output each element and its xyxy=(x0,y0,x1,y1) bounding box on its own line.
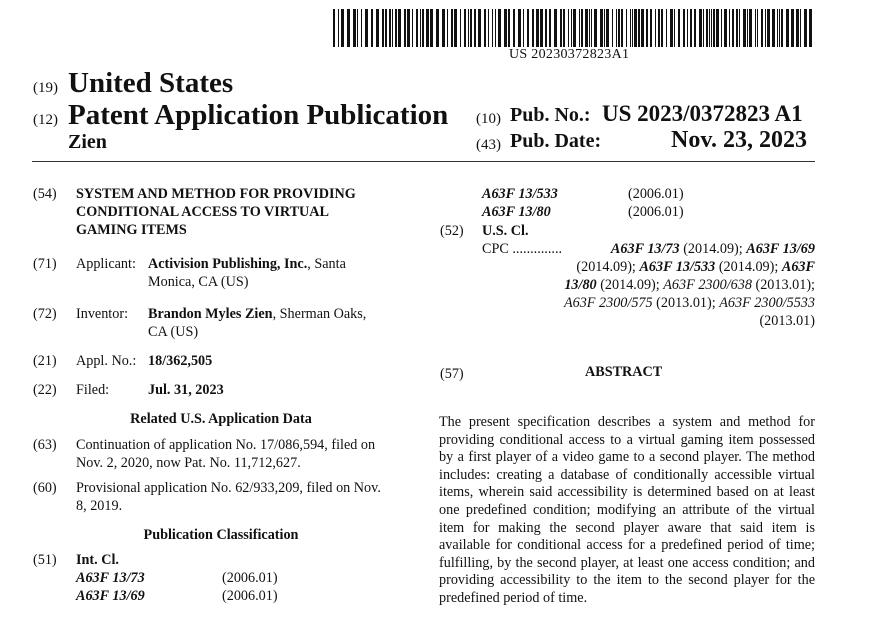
applicant-code: (71) xyxy=(33,256,57,272)
intcl-class-code: A63F 13/533 xyxy=(482,186,558,202)
intcl-class-year: (2006.01) xyxy=(628,186,684,202)
intcl-class-code: A63F 13/69 xyxy=(76,588,145,604)
barcode-number: US 20230372823A1 xyxy=(509,47,630,62)
applicant-location-part1: , Santa xyxy=(307,256,346,272)
applicant-name: Activision Publishing, Inc. xyxy=(148,256,308,272)
filed-label: Filed: xyxy=(76,382,110,398)
invention-title-line2: CONDITIONAL ACCESS TO VIRTUAL xyxy=(76,204,329,220)
cpc-lead xyxy=(482,240,562,258)
inventor-name: Brandon Myles Zien xyxy=(148,306,273,322)
uscl-code: (52) xyxy=(440,223,464,239)
title-code: (54) xyxy=(33,186,57,202)
related-data-heading: Related U.S. Application Data xyxy=(130,411,312,427)
cpc-class: A63F 13/69 xyxy=(746,241,815,257)
cpc-date: (2014.09); xyxy=(596,277,664,293)
pub-class-heading: Publication Classification xyxy=(143,527,299,543)
cpc-date: (2014.09); xyxy=(715,259,782,275)
invention-title-line3: GAMING ITEMS xyxy=(76,222,187,238)
appl-value: 18/362,505 xyxy=(148,353,213,369)
cpc-date: (2014.09); xyxy=(679,241,747,257)
cpc-class: A63F 2300/638 xyxy=(663,277,752,293)
doc-type-title: Patent Application Publication xyxy=(68,99,449,131)
inventor-label: Inventor: xyxy=(76,306,129,322)
code-12: (12) xyxy=(33,112,58,128)
intcl-class-year: (2006.01) xyxy=(222,588,278,604)
intcl-class-code: A63F 13/80 xyxy=(482,204,551,220)
cpc-class: A63F 13/533 xyxy=(639,259,716,275)
barcode xyxy=(333,9,815,47)
header-divider xyxy=(32,161,815,162)
uscl-label: U.S. Cl. xyxy=(482,223,529,239)
cpc-date: (2013.01) xyxy=(759,313,815,329)
pub-date-label: Pub. Date: xyxy=(510,130,602,152)
code-10: (10) xyxy=(476,111,501,127)
code-19: (19) xyxy=(33,80,58,96)
cpc-line5 xyxy=(482,312,815,330)
intcl-class-code: A63F 13/73 xyxy=(76,570,145,586)
filed-value: Jul. 31, 2023 xyxy=(148,382,224,398)
intcl-label: Int. Cl. xyxy=(76,552,119,568)
pub-date-value: Nov. 23, 2023 xyxy=(671,127,808,153)
abstract-heading: ABSTRACT xyxy=(585,364,663,380)
provisional-line1: Provisional application No. 62/933,209, filed on Nov. xyxy=(76,480,381,496)
country-title: United States xyxy=(68,67,234,99)
inventor-code: (72) xyxy=(33,306,57,322)
invention-title-line1: SYSTEM AND METHOD FOR PROVIDING xyxy=(76,186,356,202)
cpc-class: A63F xyxy=(781,259,815,275)
continuation-code: (63) xyxy=(33,437,57,453)
pub-no-value: US 2023/0372823 A1 xyxy=(602,101,803,126)
cpc-class: A63F 13/73 xyxy=(610,241,680,257)
inventor-location-part1: , Sherman Oaks, xyxy=(272,306,367,322)
abstract-code: (57) xyxy=(440,366,464,382)
cpc-line3 xyxy=(482,276,815,294)
appl-code: (21) xyxy=(33,353,57,369)
intcl-class-year: (2006.01) xyxy=(222,570,278,586)
intcl-code: (51) xyxy=(33,552,57,568)
provisional-code: (60) xyxy=(33,480,57,496)
cpc-date: (2013.01); xyxy=(652,295,720,311)
cpc-label: CPC xyxy=(482,241,509,257)
inventor-surname: Zien xyxy=(68,131,107,153)
cpc-line1 xyxy=(482,240,815,258)
applicant-location-part2: Monica, CA (US) xyxy=(148,274,249,290)
abstract-text: The present specification describes a system and method for providing conditional access to a virtual gaming item possessed by a first player of a video game to a second player. The method includes: creating a database of conditionally accessible virtual items, wherein said accessibility is determined based on at least one predefined condition; modifying an attribute of the virtual item for making the second player aware that said item is available for conditional access for a predefined period of time; fulfilling, by the second player, at least one access condition; and providing accessibility to the item to the second player for the predefined period of time. xyxy=(439,414,815,606)
provisional-line2: 8, 2019. xyxy=(76,498,123,514)
cpc-line2 xyxy=(482,258,815,276)
applicant-label: Applicant: xyxy=(76,256,136,272)
cpc-class: A63F 2300/575 xyxy=(563,295,653,311)
continuation-line1: Continuation of application No. 17/086,594, filed on xyxy=(76,437,376,453)
inventor-location-part2: CA (US) xyxy=(148,324,199,340)
code-43: (43) xyxy=(476,137,501,153)
cpc-date: (2014.09); xyxy=(576,259,640,275)
filed-code: (22) xyxy=(33,382,57,398)
cpc-class: A63F 2300/5533 xyxy=(719,295,815,311)
intcl-class-year: (2006.01) xyxy=(628,204,684,220)
cpc-class: 13/80 xyxy=(564,277,597,293)
cpc-date: (2013.01); xyxy=(751,277,815,293)
pub-no-label: Pub. No.: xyxy=(510,104,591,126)
appl-label: Appl. No.: xyxy=(76,353,137,369)
applicant-line1 xyxy=(148,256,346,274)
continuation-line2: Nov. 2, 2020, now Pat. No. 11,712,627. xyxy=(76,455,301,471)
cpc-dots: .............. xyxy=(512,241,563,257)
inventor-line1 xyxy=(148,306,366,324)
cpc-line4 xyxy=(482,294,815,312)
